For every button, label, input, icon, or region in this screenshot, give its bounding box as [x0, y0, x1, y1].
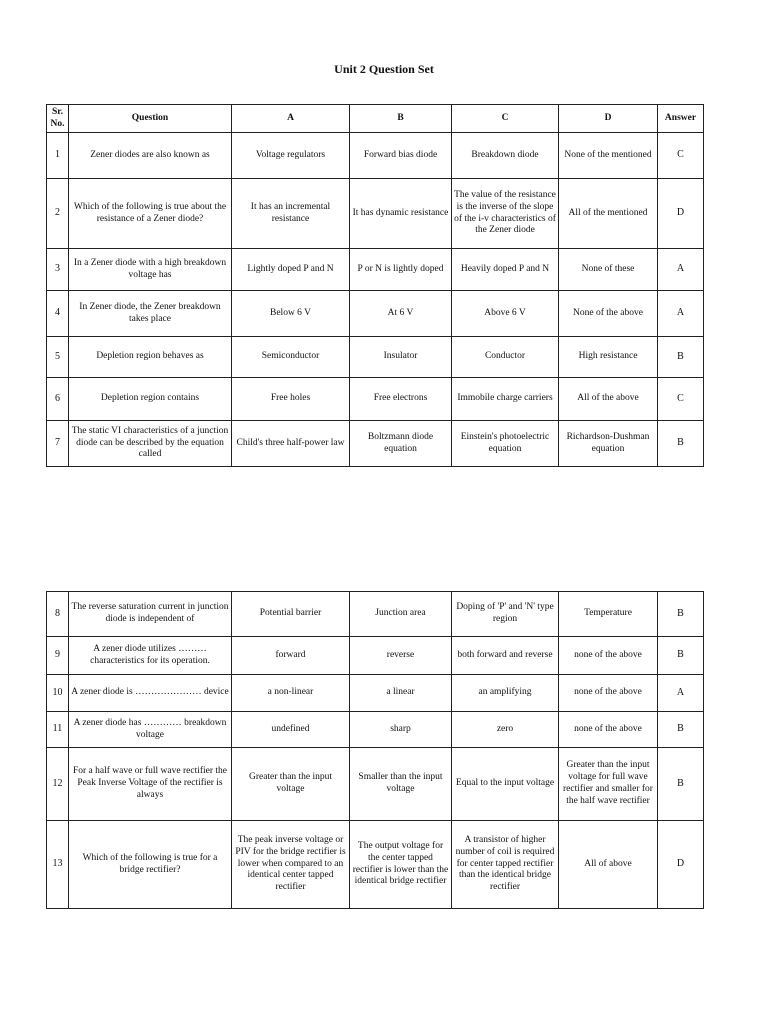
sr-no-cell: 10: [47, 675, 69, 712]
question-cell: Which of the following is true about the resistance of a Zener diode?: [69, 179, 232, 249]
table-row: [47, 421, 704, 467]
question-cell: The reverse saturation current in junction diode is independent of: [69, 592, 232, 637]
answer-cell: C: [658, 378, 704, 421]
question-cell: In Zener diode, the Zener breakdown takes place: [69, 291, 232, 337]
option-b-cell: It has dynamic resistance: [350, 179, 452, 249]
option-c-cell: Einstein's photoelectric equation: [452, 421, 559, 467]
option-b-cell: Smaller than the input voltage: [350, 748, 452, 821]
option-d-cell: Greater than the input voltage for full wave rectifier and smaller for the half wave rectifier: [559, 748, 658, 821]
option-a-cell: Semiconductor: [232, 337, 350, 378]
option-a-cell: It has an incremental resistance: [232, 179, 350, 249]
option-c-cell: Above 6 V: [452, 291, 559, 337]
option-c-cell: an amplifying: [452, 675, 559, 712]
header-answer: Answer: [658, 105, 704, 133]
option-a-cell: Below 6 V: [232, 291, 350, 337]
sr-no-cell: 8: [47, 592, 69, 637]
question-cell: Depletion region behaves as: [69, 337, 232, 378]
table-row: [47, 637, 704, 675]
option-d-cell: High resistance: [559, 337, 658, 378]
option-c-cell: Doping of 'P' and 'N' type region: [452, 592, 559, 637]
option-b-cell: Junction area: [350, 592, 452, 637]
answer-cell: B: [658, 337, 704, 378]
option-c-cell: zero: [452, 712, 559, 748]
question-cell: The static VI characteristics of a junction diode can be described by the equation called: [69, 421, 232, 467]
option-b-cell: reverse: [350, 637, 452, 675]
option-c-cell: Heavily doped P and N: [452, 249, 559, 291]
option-b-cell: a linear: [350, 675, 452, 712]
table-row: [47, 179, 704, 249]
question-table-1: [46, 104, 704, 467]
question-cell: In a Zener diode with a high breakdown voltage has: [69, 249, 232, 291]
header-option-b: B: [350, 105, 452, 133]
answer-cell: D: [658, 179, 704, 249]
header-sr-no: Sr. No.: [47, 105, 69, 133]
option-a-cell: Lightly doped P and N: [232, 249, 350, 291]
answer-cell: B: [658, 748, 704, 821]
option-c-cell: A transistor of higher number of coil is required for center tapped rectifier than the identical bridge rectifier: [452, 821, 559, 909]
option-b-cell: At 6 V: [350, 291, 452, 337]
option-d-cell: All of the mentioned: [559, 179, 658, 249]
answer-cell: A: [658, 249, 704, 291]
option-a-cell: a non-linear: [232, 675, 350, 712]
option-a-cell: Voltage regulators: [232, 133, 350, 179]
option-b-cell: sharp: [350, 712, 452, 748]
header-option-a: A: [232, 105, 350, 133]
option-b-cell: Boltzmann diode equation: [350, 421, 452, 467]
answer-cell: D: [658, 821, 704, 909]
question-table-2: [46, 591, 704, 909]
answer-cell: A: [658, 291, 704, 337]
option-a-cell: Potential barrier: [232, 592, 350, 637]
table-row: [47, 337, 704, 378]
question-cell: Depletion region contains: [69, 378, 232, 421]
option-d-cell: Richardson-Dushman equation: [559, 421, 658, 467]
sr-no-cell: 3: [47, 249, 69, 291]
header-option-c: C: [452, 105, 559, 133]
option-c-cell: Immobile charge carriers: [452, 378, 559, 421]
question-cell: Zener diodes are also known as: [69, 133, 232, 179]
option-c-cell: Conductor: [452, 337, 559, 378]
option-c-cell: The value of the resistance is the inverse of the slope of the i-v characteristics of the Zener diode: [452, 179, 559, 249]
header-option-d: D: [559, 105, 658, 133]
option-d-cell: None of these: [559, 249, 658, 291]
option-c-cell: both forward and reverse: [452, 637, 559, 675]
answer-cell: B: [658, 421, 704, 467]
page-title: Unit 2 Question Set: [334, 62, 434, 76]
table-row: [47, 675, 704, 712]
option-b-cell: Free electrons: [350, 378, 452, 421]
option-a-cell: Free holes: [232, 378, 350, 421]
question-cell: A zener diode is ………………… device: [69, 675, 232, 712]
option-a-cell: Child's three half-power law: [232, 421, 350, 467]
question-cell: For a half wave or full wave rectifier the Peak Inverse Voltage of the rectifier is always: [69, 748, 232, 821]
option-b-cell: Insulator: [350, 337, 452, 378]
option-d-cell: None of the mentioned: [559, 133, 658, 179]
table-row: [47, 748, 704, 821]
option-b-cell: Forward bias diode: [350, 133, 452, 179]
sr-no-cell: 7: [47, 421, 69, 467]
option-d-cell: All of above: [559, 821, 658, 909]
option-d-cell: None of the above: [559, 291, 658, 337]
answer-cell: B: [658, 637, 704, 675]
option-b-cell: The output voltage for the center tapped rectifier is lower than the identical bridge rectifier: [350, 821, 452, 909]
sr-no-cell: 9: [47, 637, 69, 675]
option-c-cell: Equal to the input voltage: [452, 748, 559, 821]
option-d-cell: none of the above: [559, 675, 658, 712]
question-cell: A zener diode utilizes ……… characteristics for its operation.: [69, 637, 232, 675]
option-d-cell: Temperature: [559, 592, 658, 637]
header-question: Question: [69, 105, 232, 133]
answer-cell: A: [658, 675, 704, 712]
sr-no-cell: 2: [47, 179, 69, 249]
answer-cell: B: [658, 712, 704, 748]
option-d-cell: none of the above: [559, 712, 658, 748]
table-row: [47, 712, 704, 748]
table-row: [47, 592, 704, 637]
table-row: [47, 378, 704, 421]
question-cell: A zener diode has ………… breakdown voltage: [69, 712, 232, 748]
option-a-cell: The peak inverse voltage or PIV for the bridge rectifier is lower when compared to an identical center tapped rectifier: [232, 821, 350, 909]
sr-no-cell: 5: [47, 337, 69, 378]
answer-cell: B: [658, 592, 704, 637]
sr-no-cell: 11: [47, 712, 69, 748]
header-row: [47, 105, 704, 133]
option-d-cell: none of the above: [559, 637, 658, 675]
table-row: [47, 133, 704, 179]
table-row: [47, 821, 704, 909]
option-a-cell: undefined: [232, 712, 350, 748]
option-a-cell: Greater than the input voltage: [232, 748, 350, 821]
sr-no-cell: 13: [47, 821, 69, 909]
sr-no-cell: 4: [47, 291, 69, 337]
question-cell: Which of the following is true for a bridge rectifier?: [69, 821, 232, 909]
option-c-cell: Breakdown diode: [452, 133, 559, 179]
option-b-cell: P or N is lightly doped: [350, 249, 452, 291]
table-row: [47, 249, 704, 291]
sr-no-cell: 1: [47, 133, 69, 179]
option-d-cell: All of the above: [559, 378, 658, 421]
answer-cell: C: [658, 133, 704, 179]
table-row: [47, 291, 704, 337]
sr-no-cell: 12: [47, 748, 69, 821]
sr-no-cell: 6: [47, 378, 69, 421]
option-a-cell: forward: [232, 637, 350, 675]
